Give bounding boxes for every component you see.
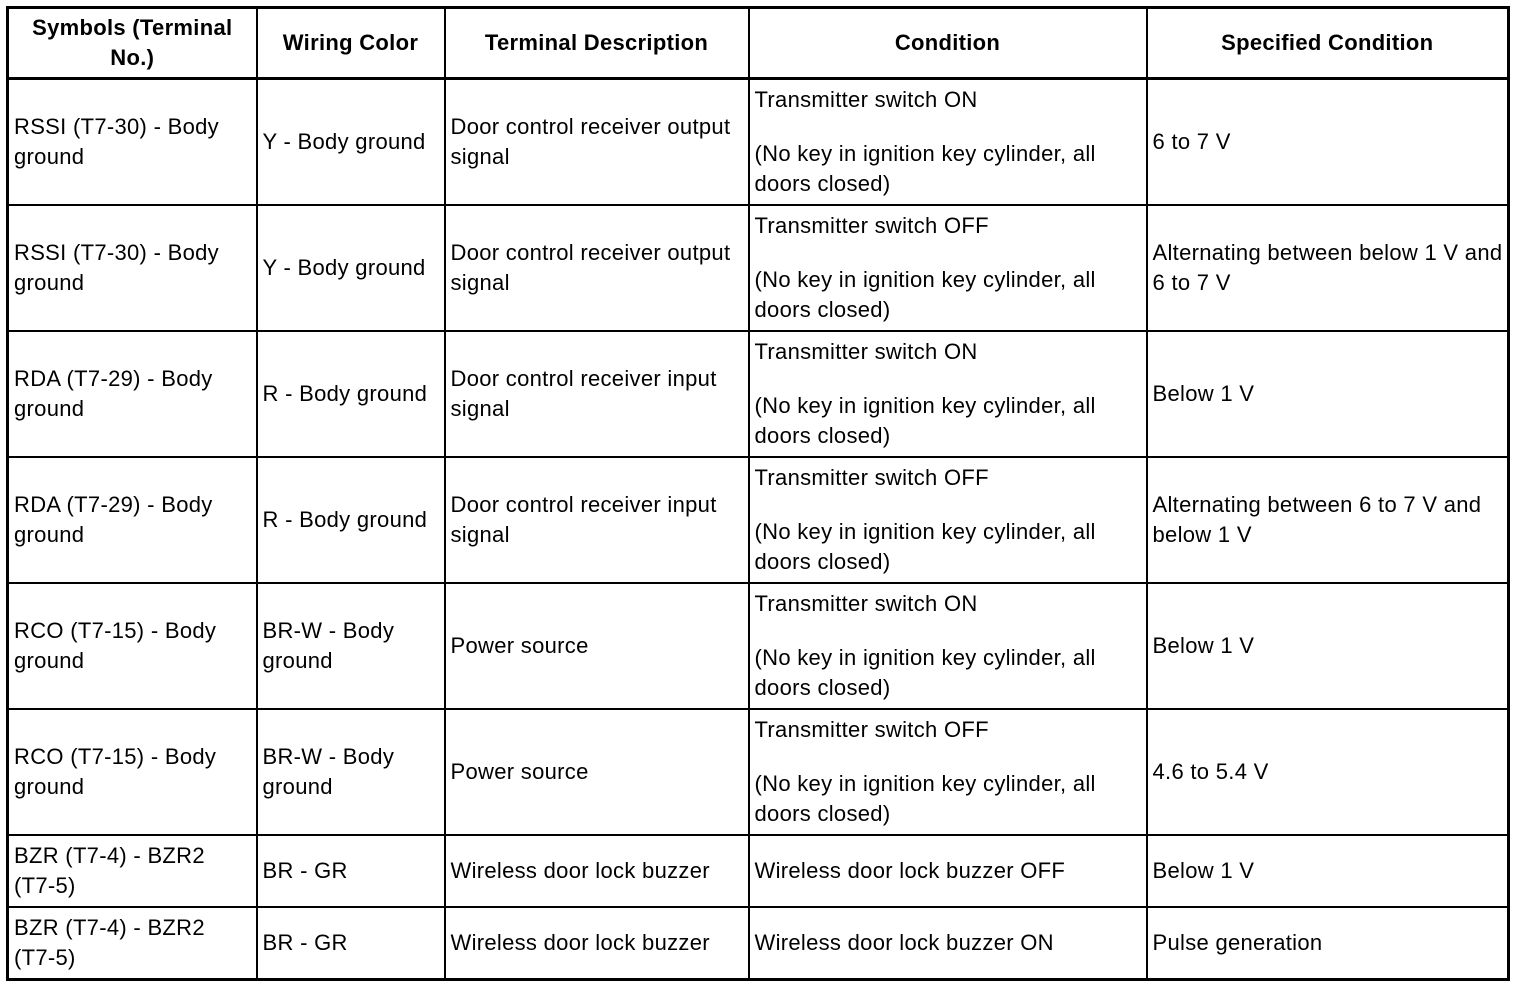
cell-wiring: BR - GR (257, 907, 445, 980)
header-row (8, 8, 1509, 79)
condition-main: Transmitter switch OFF (754, 213, 989, 238)
table-row (8, 709, 1509, 835)
cell-description: Door control receiver output signal (445, 79, 749, 206)
cell-symbol: RDA (T7-29) - Body ground (8, 331, 257, 457)
condition-note: (No key in ignition key cylinder, all doors closed) (754, 141, 1096, 196)
cell-condition: Wireless door lock buzzer OFF (749, 835, 1147, 907)
cell-condition (749, 331, 1147, 457)
cell-condition (749, 457, 1147, 583)
cell-description: Door control receiver input signal (445, 457, 749, 583)
cell-wiring: R - Body ground (257, 331, 445, 457)
cell-symbol: RSSI (T7-30) - Body ground (8, 205, 257, 331)
cell-specified: Below 1 V (1147, 583, 1509, 709)
cell-wiring: BR - GR (257, 835, 445, 907)
terminal-table-wrapper (6, 6, 1510, 981)
cell-wiring: Y - Body ground (257, 79, 445, 206)
condition-note: (No key in ignition key cylinder, all doors closed) (754, 393, 1096, 448)
cell-wiring: R - Body ground (257, 457, 445, 583)
table-row (8, 835, 1509, 907)
table-row (8, 457, 1509, 583)
cell-symbol: RCO (T7-15) - Body ground (8, 583, 257, 709)
condition-main: Transmitter switch ON (754, 87, 978, 112)
header-specified-condition: Specified Condition (1147, 8, 1509, 79)
table-row (8, 331, 1509, 457)
terminal-spec-table (6, 6, 1510, 981)
header-condition: Condition (749, 8, 1147, 79)
condition-note: (No key in ignition key cylinder, all doors closed) (754, 519, 1096, 574)
condition-main: Transmitter switch ON (754, 591, 978, 616)
cell-description: Power source (445, 709, 749, 835)
cell-specified: Alternating between 6 to 7 V and below 1 V (1147, 457, 1509, 583)
cell-specified: Pulse generation (1147, 907, 1509, 980)
cell-specified: 6 to 7 V (1147, 79, 1509, 206)
cell-wiring: BR-W - Body ground (257, 583, 445, 709)
table-row (8, 205, 1509, 331)
cell-description: Door control receiver input signal (445, 331, 749, 457)
cell-wiring: Y - Body ground (257, 205, 445, 331)
cell-symbol: RDA (T7-29) - Body ground (8, 457, 257, 583)
header-symbols: Symbols (Terminal No.) (8, 8, 257, 79)
cell-condition (749, 583, 1147, 709)
cell-symbol: BZR (T7-4) - BZR2 (T7-5) (8, 835, 257, 907)
cell-symbol: BZR (T7-4) - BZR2 (T7-5) (8, 907, 257, 980)
header-wiring-color: Wiring Color (257, 8, 445, 79)
cell-condition: Wireless door lock buzzer ON (749, 907, 1147, 980)
cell-description: Power source (445, 583, 749, 709)
cell-condition (749, 79, 1147, 206)
cell-description: Door control receiver output signal (445, 205, 749, 331)
cell-symbol: RCO (T7-15) - Body ground (8, 709, 257, 835)
condition-main: Transmitter switch ON (754, 339, 978, 364)
condition-main: Transmitter switch OFF (754, 717, 989, 742)
cell-specified: Alternating between below 1 V and 6 to 7 V (1147, 205, 1509, 331)
cell-wiring: BR-W - Body ground (257, 709, 445, 835)
table-row (8, 583, 1509, 709)
cell-condition (749, 709, 1147, 835)
header-terminal-description: Terminal Description (445, 8, 749, 79)
condition-note: (No key in ignition key cylinder, all doors closed) (754, 771, 1096, 826)
cell-specified: Below 1 V (1147, 331, 1509, 457)
condition-note: (No key in ignition key cylinder, all doors closed) (754, 645, 1096, 700)
table-row (8, 79, 1509, 206)
cell-specified: Below 1 V (1147, 835, 1509, 907)
condition-main: Transmitter switch OFF (754, 465, 989, 490)
condition-note: (No key in ignition key cylinder, all doors closed) (754, 267, 1096, 322)
cell-symbol: RSSI (T7-30) - Body ground (8, 79, 257, 206)
cell-description: Wireless door lock buzzer (445, 907, 749, 980)
table-row (8, 907, 1509, 980)
cell-description: Wireless door lock buzzer (445, 835, 749, 907)
cell-specified: 4.6 to 5.4 V (1147, 709, 1509, 835)
cell-condition (749, 205, 1147, 331)
